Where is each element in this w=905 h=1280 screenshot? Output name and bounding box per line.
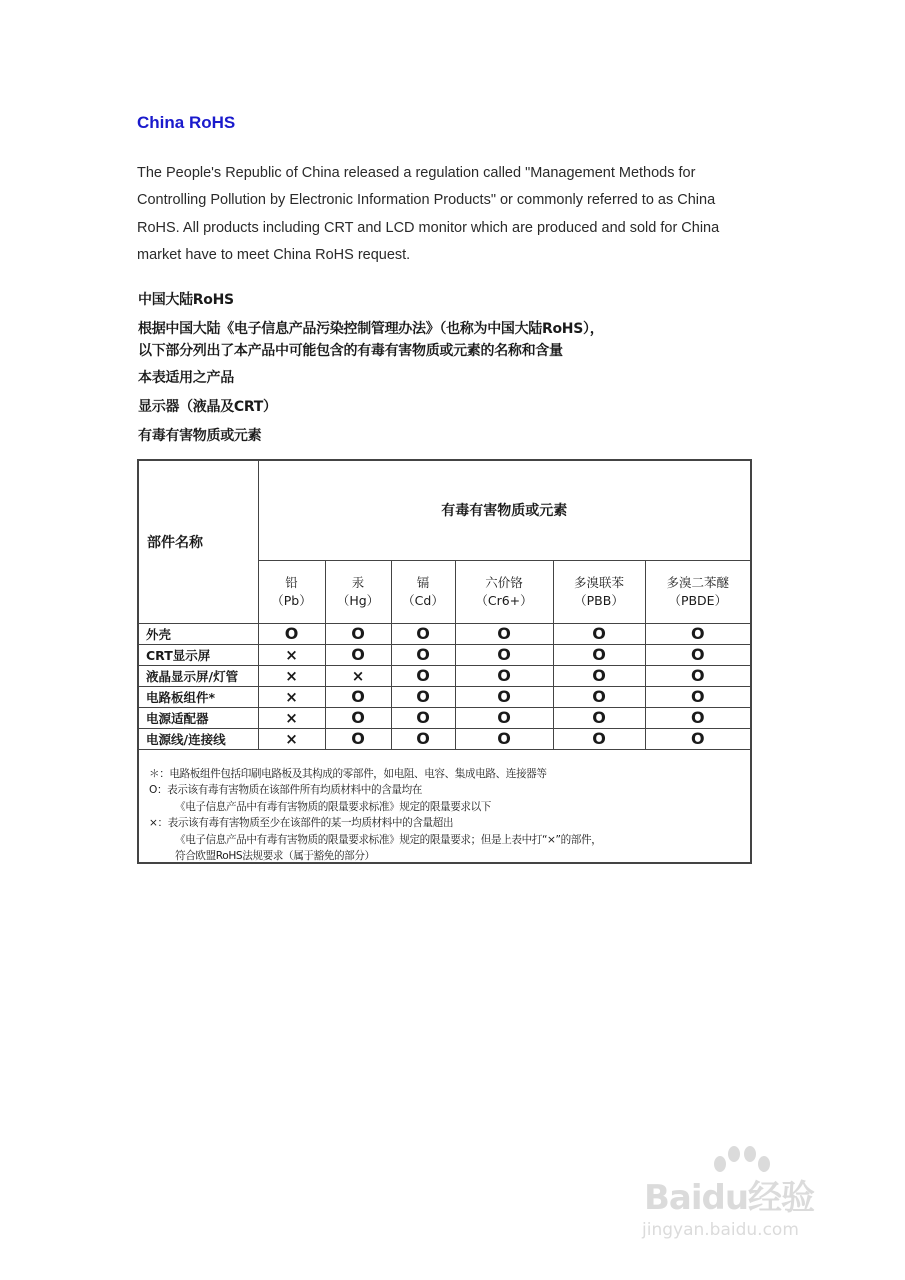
table-row [139, 686, 750, 707]
note-line: ＊：电路板组件包括印刷电路板及其构成的零部件，如电阻、电容、集成电路、连接器等 [149, 768, 547, 780]
value-cell: O [325, 644, 391, 665]
part-name-header: 部件名称 [139, 461, 258, 623]
value-cell: O [455, 686, 553, 707]
table-row [139, 644, 750, 665]
note-line: ×：表示该有毒有害物质至少在该部件的某一均质材料中的含量超出 [149, 817, 454, 830]
baidu-watermark [636, 1150, 866, 1250]
intro-line: Controlling Pollution by Electronic Information Products" or commonly referred to as China [137, 192, 716, 209]
value-cell: O [553, 728, 645, 749]
note-line: 《电子信息产品中有毒有害物质的限量要求标准》规定的限量要求；但是上表中打“×”的部件， [175, 833, 602, 846]
value-cell: × [325, 665, 391, 686]
page-title: China RoHS [137, 113, 236, 132]
value-cell: O [455, 665, 553, 686]
substance-group-header: 有毒有害物质或元素 [258, 461, 750, 560]
value-cell: O [645, 665, 750, 686]
value-cell: O [553, 707, 645, 728]
column-header-cr6: 六价铬 （Cr6+） [455, 560, 553, 623]
value-cell: × [258, 665, 325, 686]
intro-line: RoHS. All products including CRT and LCD monitor which are produced and sold for China [137, 219, 720, 236]
value-cell: O [645, 644, 750, 665]
value-cell: × [258, 644, 325, 665]
value-cell: O [455, 623, 553, 644]
value-cell: O [553, 623, 645, 644]
value-cell: O [391, 686, 455, 707]
column-header-cd: 镉 （Cd） [391, 560, 455, 623]
part-name-cell: 电源适配器 [139, 707, 258, 728]
value-cell: × [258, 686, 325, 707]
part-name-cell: 外壳 [139, 623, 258, 644]
column-header-hg: 汞 （Hg） [325, 560, 391, 623]
column-header-pb: 铅 （Pb） [258, 560, 325, 623]
zh-heading: 中国大陆RoHS [138, 292, 234, 308]
value-cell: O [455, 644, 553, 665]
value-cell: O [553, 644, 645, 665]
value-cell: O [645, 728, 750, 749]
value-cell: × [258, 728, 325, 749]
value-cell: O [391, 644, 455, 665]
watermark-logo: Baidu经验 [644, 1178, 815, 1218]
table-row [139, 665, 750, 686]
watermark-url: jingyan.baidu.com [642, 1220, 799, 1240]
zh-paragraph-line: 以下部分列出了本产品中可能包含的有毒有害物质或元素的名称和含量 [138, 343, 563, 359]
zh-substances-label: 有毒有害物质或元素 [138, 428, 262, 444]
rohs-table-frame [137, 459, 752, 864]
rohs-table [139, 461, 750, 750]
zh-paragraph [138, 318, 603, 362]
zh-paragraph-line: 根据中国大陆《电子信息产品污染控制管理办法》（也称为中国大陆RoHS）， [138, 321, 604, 337]
note-line: 符合欧盟RoHS法规要求（属于豁免的部分） [175, 850, 375, 863]
value-cell: O [391, 665, 455, 686]
value-cell: O [325, 623, 391, 644]
table-row [139, 707, 750, 728]
part-name-cell: 电路板组件* [139, 686, 258, 707]
value-cell: O [258, 623, 325, 644]
column-header-pbde: 多溴二苯醚 （PBDE） [645, 560, 750, 623]
intro-line: The People's Republic of China released a regulation called "Management Methods for [137, 165, 696, 181]
table-row [139, 623, 750, 644]
value-cell: O [645, 686, 750, 707]
part-name-cell: 液晶显示屏/灯管 [139, 665, 258, 686]
note-line: 《电子信息产品中有毒有害物质的限量要求标准》规定的限量要求以下 [175, 800, 492, 813]
value-cell: O [455, 728, 553, 749]
table-row [139, 728, 750, 749]
value-cell: × [258, 707, 325, 728]
value-cell: O [553, 686, 645, 707]
intro-paragraph [137, 160, 767, 269]
value-cell: O [325, 728, 391, 749]
intro-line: market have to meet China RoHS request. [137, 246, 411, 263]
zh-scope-label: 本表适用之产品 [138, 370, 234, 386]
column-header-pbb: 多溴联苯 （PBB） [553, 560, 645, 623]
value-cell: O [391, 623, 455, 644]
note-line: O：表示该有毒有害物质在该部件所有均质材料中的含量均在 [149, 784, 422, 797]
value-cell: O [645, 623, 750, 644]
value-cell: O [455, 707, 553, 728]
value-cell: O [391, 728, 455, 749]
table-notes [149, 766, 744, 864]
value-cell: O [391, 707, 455, 728]
part-name-cell: CRT显示屏 [139, 644, 258, 665]
value-cell: O [325, 707, 391, 728]
value-cell: O [325, 686, 391, 707]
part-name-cell: 电源线/连接线 [139, 728, 258, 749]
value-cell: O [645, 707, 750, 728]
value-cell: O [553, 665, 645, 686]
zh-product-label: 显示器（液晶及CRT） [138, 399, 277, 415]
